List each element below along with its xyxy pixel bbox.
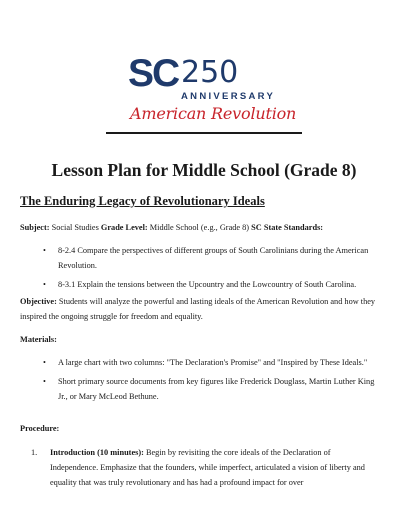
step-text: Begin by revisiting the core ideals of the Declaration of Independence. Emphasize that the founders, while imperfect, articulated a vision of liberty and equality that was truly revolutionary and has had a profound impact for over	[50, 448, 365, 487]
list-item: • Short primary source documents from key figures like Frederick Douglass, Martin Luther King Jr., or Mary McLeod Bethune.	[20, 374, 380, 404]
objective-text: Students will analyze the powerful and lasting ideals of the American Revolution and how they inspired the ongoing struggle for freedom and equality.	[20, 297, 376, 321]
objective-label: Objective:	[20, 297, 57, 306]
grade-value: Middle School (e.g., Grade 8)	[147, 223, 252, 232]
subject-value: Social Studies	[49, 223, 101, 232]
step-label: Introduction (10 minutes):	[50, 448, 144, 457]
header-divider	[106, 132, 302, 134]
logo-script-text: American Revolution	[130, 104, 297, 123]
section-title: The Enduring Legacy of Revolutionary Ideals	[20, 194, 265, 208]
logo-sc-text: SC	[128, 52, 179, 95]
subject-label: Subject:	[20, 223, 50, 232]
page-title: Lesson Plan for Middle School (Grade 8)	[51, 160, 357, 180]
standards-label: SC State Standards:	[251, 223, 324, 232]
logo-anniversary-text: ANNIVERSARY	[181, 91, 276, 102]
materials-list	[20, 355, 380, 408]
list-item: • 8-3.1 Explain the tensions between the Upcountry and the Lowcountry of South Carolina.	[20, 277, 380, 292]
materials-heading	[20, 332, 390, 347]
list-item	[20, 445, 380, 490]
subject-line	[20, 220, 390, 235]
objective-paragraph	[20, 294, 390, 324]
procedure-heading	[20, 421, 390, 436]
procedure-list	[20, 445, 380, 490]
grade-label: Grade Level:	[100, 223, 148, 232]
logo-250-text: 250	[181, 55, 239, 90]
sc250-logo	[128, 52, 297, 128]
materials-label: Materials:	[20, 335, 57, 344]
step-number: 1.	[31, 448, 38, 457]
list-item: • A large chart with two columns: "The Declaration's Promise" and "Inspired by These Ideals."	[20, 355, 380, 370]
procedure-label: Procedure:	[20, 424, 60, 433]
standards-list	[20, 243, 380, 296]
list-item: • 8-2.4 Compare the perspectives of different groups of South Carolinians during the American Revolution.	[20, 243, 380, 273]
